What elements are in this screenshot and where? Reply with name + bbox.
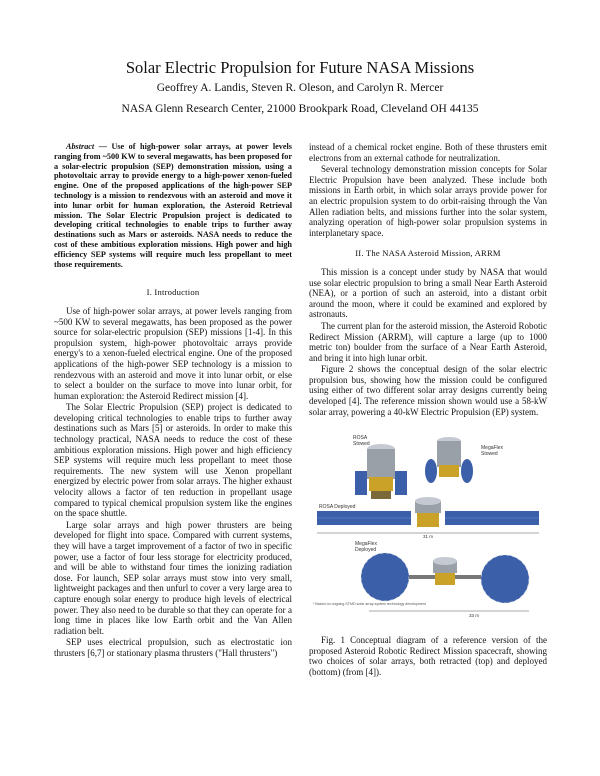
right-column [309, 142, 547, 678]
affiliation: NASA Glenn Research Center, 21000 Brookpark Road, Cleveland OH 44135 [121, 103, 479, 115]
label-dimension-top: 31 m [423, 534, 434, 540]
abstract-text: — Use of high-power solar arrays, at power levels ranging from ~500 KW to several megawatts, has been proposed for a solar-electric propulsion (SEP) demonstration mission, using a photovoltaic array to provide energy to a high-power xenon-fueled engine. One of the proposed applications of the high-power SEP technology is a mission to rendezvous with an asteroid and move it into lunar orbit for human exploration, the Asteroid Retrieval mission. The Solar Electric Propulsion project is dedicated to developing critical technologies to enable trips to further away destinations such as Mars or asteroids. NASA needs to reduce the cost of these ambitious exploration missions. High power and high efficiency SEP systems will require much less propellant to meet those requirements. [54, 142, 292, 269]
figure-footnote: * Based on ongoing STMD solar array system technology development [313, 602, 426, 607]
arrm-paragraph-1: This mission is a concept under study by NASA that would use solar electric propulsion to bring a small Near Earth Asteroid (NEA), or a portion of such an asteroid, into a distant orbit around the moon, where it could be examined and explored by astronauts. [309, 266, 547, 320]
label-megaflex-stowed: MegaFlex Stowed [481, 445, 503, 458]
intro-continued-paragraph: instead of a chemical rocket engine. Both of these thrusters emit electrons from an external cathode for neutralization. [309, 142, 547, 163]
rosa-stowed-spacecraft [355, 444, 407, 499]
megaflex-stowed-spacecraft [425, 437, 473, 483]
figure-caption: Fig. 1 Conceptual diagram of a reference version of the proposed Asteroid Robotic Redirect Mission spacecraft, showing two choices of solar arrays, both retracted (top) and deployed (bottom) (from [4]). [309, 635, 547, 678]
label-rosa-stowed: ROSA Stowed [353, 435, 370, 448]
rosa-deployed-spacecraft [317, 497, 539, 527]
section-heading-asteroid-mission: II. The NASA Asteroid Mission, ARRM [355, 248, 501, 259]
label-dimension-bottom: 33 m [469, 613, 480, 619]
author-list: Geoffrey A. Landis, Steven R. Oleson, and Carolyn R. Mercer [156, 82, 444, 94]
paper-title: Solar Electric Propulsion for Future NASA Missions [125, 58, 475, 77]
intro-paragraph-2: The Solar Electric Propulsion (SEP) project is dedicated to developing critical technologies to enable trips to further away destinations such as Mars [5] or asteroids. In order to make this technology practical, NASA needs to reduce the cost of these ambitious exploration missions. High power and high efficiency SEP systems will require much less propellant to meet those requirements. The new system will use Xenon propellant energized by electric power from solar arrays. The higher exhaust velocity allows a factor of ten reduction in propellant usage compared to typical chemical propulsion system like the engines on the space shuttle. [54, 402, 292, 519]
abstract-lead: Abstract [66, 142, 95, 151]
spacecraft-figure [309, 427, 547, 627]
spacecraft-diagram [309, 427, 547, 627]
intro-paragraph-4: SEP uses electrical propulsion, such as electrostatic ion thrusters [6,7] or stationary plasma thrusters ("Hall thrusters") [54, 637, 292, 658]
abstract [54, 142, 292, 269]
label-megaflex-deployed: MegaFlex Deployed [355, 541, 377, 554]
intro-paragraph-1: Use of high-power solar arrays, at power levels ranging from ~500 KW to several megawatts, has been proposed as the power source for solar-electric propulsion (SEP) missions [1-4]. In this propulsion system, high-power photovoltaic arrays provide energy's to a xenon-fueled electrical engine. One of the proposed applications of the high-power SEP technology is a mission to rendezvous with an asteroid and move it into lunar orbit, or else to select a boulder on the surface to move into lunar orbit, for human exploration: the Asteroid Redirect mission [4]. [54, 305, 292, 401]
arrm-paragraph-2: The current plan for the asteroid mission, the Asteroid Robotic Redirect Mission (ARRM), will capture a large (up to 1000 metric ton) boulder from the surface of a Near Earth Asteroid, and bring it into high lunar orbit. [309, 320, 547, 363]
arrm-paragraph-3: Figure 2 shows the conceptual design of the solar electric propulsion bus, showing how the mission could be configured using either of two different solar array designs currently being developed [4]. The reference mission shown would use a 58-kW solar array, powering a 40-kW Electric Propulsion (EP) system. [309, 364, 547, 417]
left-column [54, 142, 292, 659]
intro-paragraph-5: Several technology demonstration mission concepts for Solar Electric Propulsion have been analyzed. These include both missions in Earth orbit, in which solar arrays provide power for an electric propulsion system to do orbit-raising through the Van Allen radiation belts, and missions further into the solar system, analyzing operation of high-power solar propulsion systems in interplanetary space. [309, 164, 547, 238]
megaflex-deployed-spacecraft [361, 553, 529, 603]
section-heading-introduction: I. Introduction [146, 287, 200, 298]
label-rosa-deployed: ROSA Deployed [319, 504, 356, 511]
intro-paragraph-3: Large solar arrays and high power thrusters are being developed for flight into space. Compared with current systems, they will have a target improvement of a factor of two in specific power, use a factor of four less storage for electricity produced, and will be able to withstand four times the ionizing radiation dose. For launch, SEP solar arrays must stow into very small, lightweight packages and then unfurl to cover a very large area to capture enough solar energy to produce high levels of electrical power. They also need to be durable so that they can operate for a long time in places like low Earth orbit and the Van Allen radiation belt. [54, 519, 292, 636]
